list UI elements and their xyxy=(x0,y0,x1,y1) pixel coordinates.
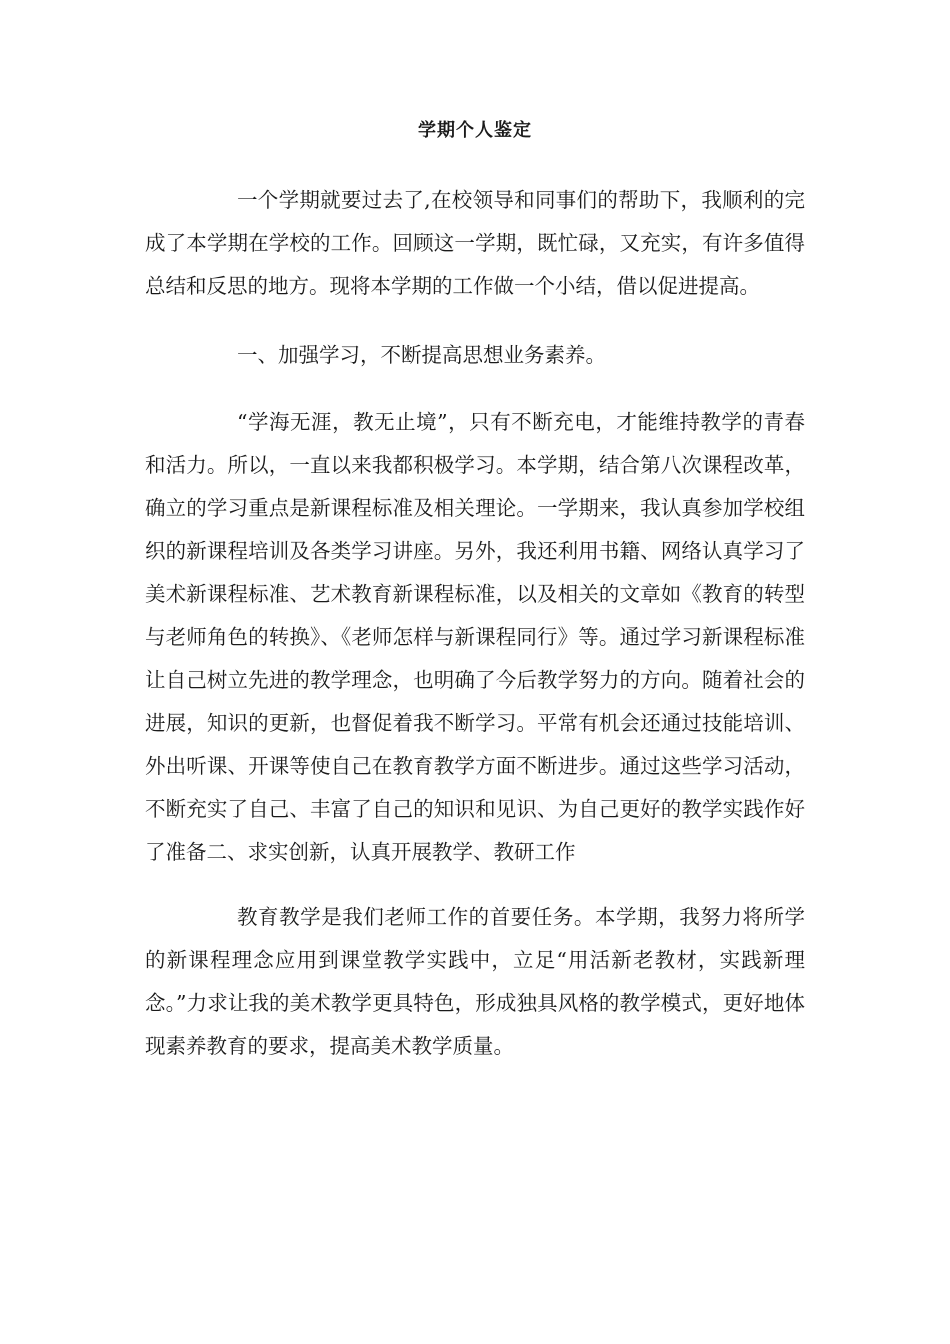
paragraph-teaching: 教育教学是我们老师工作的首要任务。本学期，我努力将所学的新课程理念应用到课堂教学实践中，立足“用活新老教材，实践新理念。”力求让我的美术教学更具特色，形成独具风格的教学模式，更好地体现素养教育的要求，提高美术教学质量。 xyxy=(145,905,805,1058)
section-heading-1: 一、加强学习，不断提高思想业务素养。 xyxy=(237,343,606,367)
paragraph-intro: 一个学期就要过去了,在校领导和同事们的帮助下，我顺利的完成了本学期在学校的工作。回顾这一学期，既忙碌，又充实，有许多值得总结和反思的地方。现将本学期的工作做一个小结，借以促进提高。 xyxy=(145,188,805,298)
document-body xyxy=(145,179,805,1068)
paragraph-study: “学海无涯，教无止境”，只有不断充电，才能维持教学的青春和活力。所以，一直以来我都积极学习。本学期，结合第八次课程改革，确立的学习重点是新课程标准及相关理论。一学期来，我认真参加学校组织的新课程培训及各类学习讲座。另外，我还利用书籍、网络认真学习了美术新课程标准、艺术教育新课程标准，以及相关的文章如《教育的转型与老师角色的转换》、《老师怎样与新课程同行》等。通过学习新课程标准让自己树立先进的教学理念，也明确了今后教学努力的方向。随着社会的进展，知识的更新，也督促着我不断学习。平常有机会还通过技能培训、外出听课、开课等使自己在教育教学方面不断进步。通过这些学习活动，不断充实了自己、丰富了自己的知识和见识、为自己更好的教学实践作好了准备二、求实创新，认真开展教学、教研工作 xyxy=(145,410,805,864)
document-title: 学期个人鉴定 xyxy=(418,120,532,141)
